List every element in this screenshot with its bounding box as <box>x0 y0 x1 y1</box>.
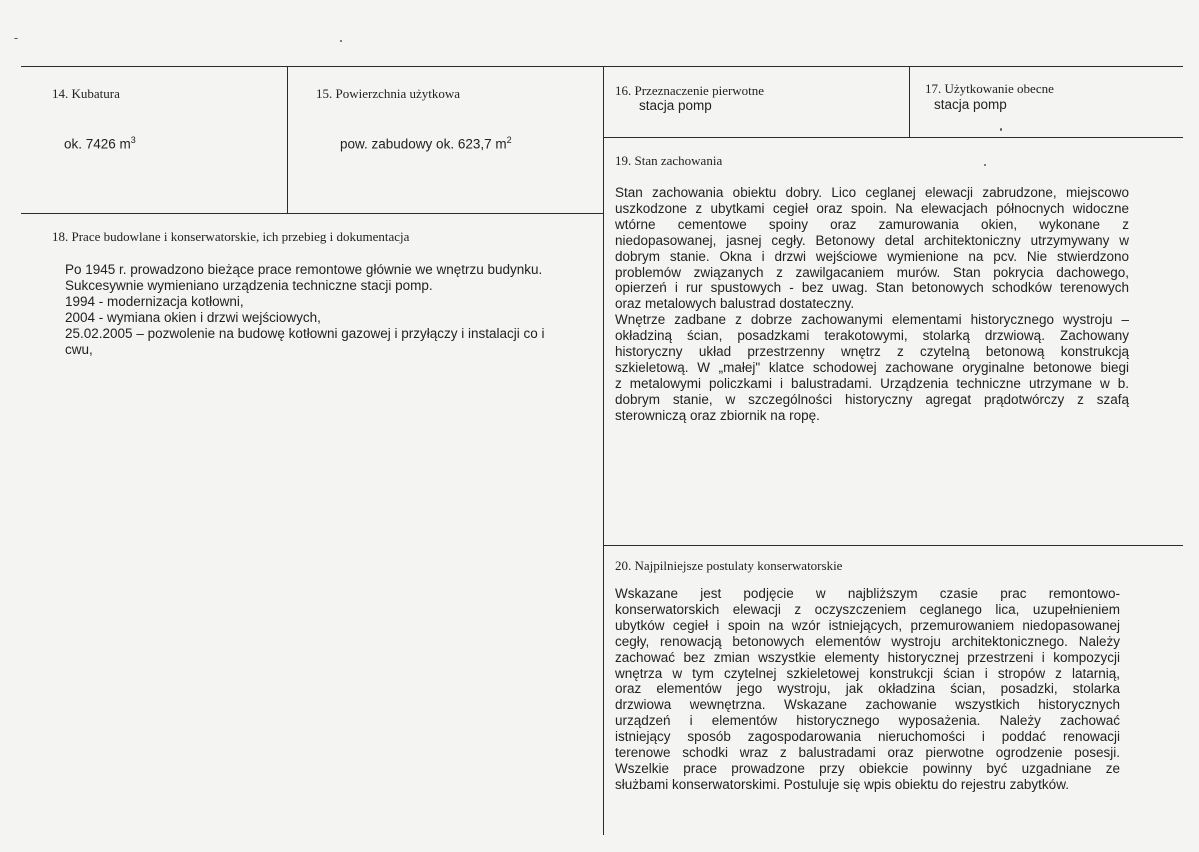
unit-exponent: 2 <box>506 135 512 145</box>
text-line: opierzeń i rur spustowych - bez uwag. Stan betonowych schodków terenowych <box>615 280 1129 296</box>
field-15-label: 15. Powierzchnia użytkowa <box>316 86 461 101</box>
text-line: dobrym stanie, w szczególności historyczny agregat prądotwórczy z szafą <box>615 391 1129 407</box>
text-line: cegły, renowacją betonowych elementów wystroju architektonicznego. Należy <box>615 633 1120 649</box>
text-line: terenowe schodki wraz z balustradami oraz pierwotne ogrodzenie posesji. <box>615 745 1120 761</box>
text-line: problemów związanych z zawilgacaniem murów. Stan pokrycia dachowego, <box>615 264 1129 280</box>
text-line: oraz metalowych balustrad dostateczny. <box>615 296 855 312</box>
field-19-label: 19. Stan zachowania <box>615 153 723 168</box>
field-18-text <box>65 262 590 357</box>
text-line: Wnętrze zadbane z dobrze zachowanymi elementami historycznego wystroju – <box>615 312 1129 328</box>
divider-16-17 <box>909 67 910 137</box>
field-16-label: 16. Przeznaczenie pierwotne <box>615 83 765 98</box>
text-line: oraz elementów jego wystroju, jak okładzina ścian, posadzki, stolarka <box>615 681 1120 697</box>
text-line: cwu, <box>65 341 93 357</box>
text-line: konserwatorskich elewacji z oczyszczeniem ceglanego lica, uzupełnieniem <box>615 601 1120 617</box>
field-15-value <box>340 135 512 152</box>
text-line: niedopasowanej, jasnej cegły. Betonowy detal architektoniczny utrzymywany w <box>615 232 1129 248</box>
field-14-label: 14. Kubatura <box>52 86 120 101</box>
text-line: 1994 - modernizacja kotłowni, <box>65 293 244 309</box>
unit-exponent: 3 <box>130 135 136 145</box>
scan-speck <box>1000 128 1002 131</box>
text-line: ubytków cegieł i spoin na wzór istniejących, przemurowaniem niedopasowanej <box>615 617 1120 633</box>
divider-14-18 <box>21 213 603 214</box>
field-17-label: 17. Użytkowanie obecne <box>925 81 1054 96</box>
text-line: uszkodzone z ubytkami cegieł oraz spoin. Na elewacjach północnych widoczne <box>615 200 1129 216</box>
text-line: szkieletową. W „małej" klatce schodowej zachowane oryginalne betonowe biegi <box>615 359 1129 375</box>
divider-19-20 <box>603 545 1183 546</box>
text-line: historyczny układ przestrzenny wnętrz z czytelną betonową konstrukcją <box>615 344 1129 360</box>
scan-speck <box>340 40 342 42</box>
text-line: dobrym stanie. Okna i drzwi wejściowe wymienione na pcv. Nie stwierdzono <box>615 248 1129 264</box>
field-14-value <box>64 135 136 152</box>
text-line: służbami konserwatorskimi. Postuluje się wpis obiektu do rejestru zabytków. <box>615 776 1069 792</box>
top-border-line <box>21 66 1183 67</box>
field-20-label: 20. Najpilniejsze postulaty konserwatorskie <box>615 558 843 573</box>
kubatura-value: ok. 7426 m <box>64 136 131 152</box>
field-20-text <box>615 586 1120 793</box>
text-line: zachować bez zmian wszystkie elementy historycznej przestrzeni i kompozycji <box>615 649 1120 665</box>
text-line: Sukcesywnie wymieniano urządzenia techniczne stacji pomp. <box>65 277 433 293</box>
text-line: okładziną ścian, posadzkami terakotowymi, stolarką drzwiową. Zachowany <box>615 328 1129 344</box>
text-line: Wszelkie prace prowadzone przy obiekcie powinny być uzgadniane ze <box>615 760 1120 776</box>
divider-14-15 <box>287 67 288 213</box>
field-16-value: stacja pomp <box>639 98 712 113</box>
field-18-label: 18. Prace budowlane i konserwatorskie, ich przebieg i dokumentacja <box>52 229 410 244</box>
text-line: Wskazane jest podjęcie w najbliższym czasie prac remontowo- <box>615 586 1120 601</box>
text-line: z metalowymi policzkami i balustradami. Urządzenia techniczne utrzymane w b. <box>615 375 1129 391</box>
text-line: Stan zachowania obiektu dobry. Lico ceglanej elewacji zabrudzone, miejscowo <box>615 185 1129 200</box>
scan-speck <box>984 164 986 166</box>
field-17-value: stacja pomp <box>934 97 1007 112</box>
text-line: drzwiowa wewnętrzna. Wskazane zachowanie wszystkich historycznych <box>615 697 1120 713</box>
text-line: wtórne cementowe spoiny oraz zamurowania okien, wykonane z <box>615 216 1129 232</box>
powierzchnia-value: pow. zabudowy ok. 623,7 m <box>340 136 507 152</box>
scan-speck <box>14 38 18 39</box>
divider-16-19 <box>603 137 1183 138</box>
text-line: wnętrza w tym czytelnej szkieletowej konstrukcji ścian i stropów z latarnią, <box>615 665 1120 681</box>
field-19-text <box>615 185 1129 424</box>
text-line: istniejący sposób zagospodarowania nieruchomości i poddać renowacji <box>615 729 1120 745</box>
text-line: urządzeń i elementów historycznego wyposażenia. Należy zachować <box>615 713 1120 729</box>
text-line: 25.02.2005 – pozwolenie na budowę kotłowni gazowej i przyłączy i instalacji co i <box>65 325 545 341</box>
text-line: sterowniczą oraz zbiornik na ropę. <box>615 407 820 423</box>
center-divider <box>603 67 604 835</box>
text-line: 2004 - wymiana okien i drzwi wejściowych, <box>65 309 321 325</box>
text-line: Po 1945 r. prowadzono bieżące prace remontowe głównie we wnętrzu budynku. <box>65 262 543 277</box>
